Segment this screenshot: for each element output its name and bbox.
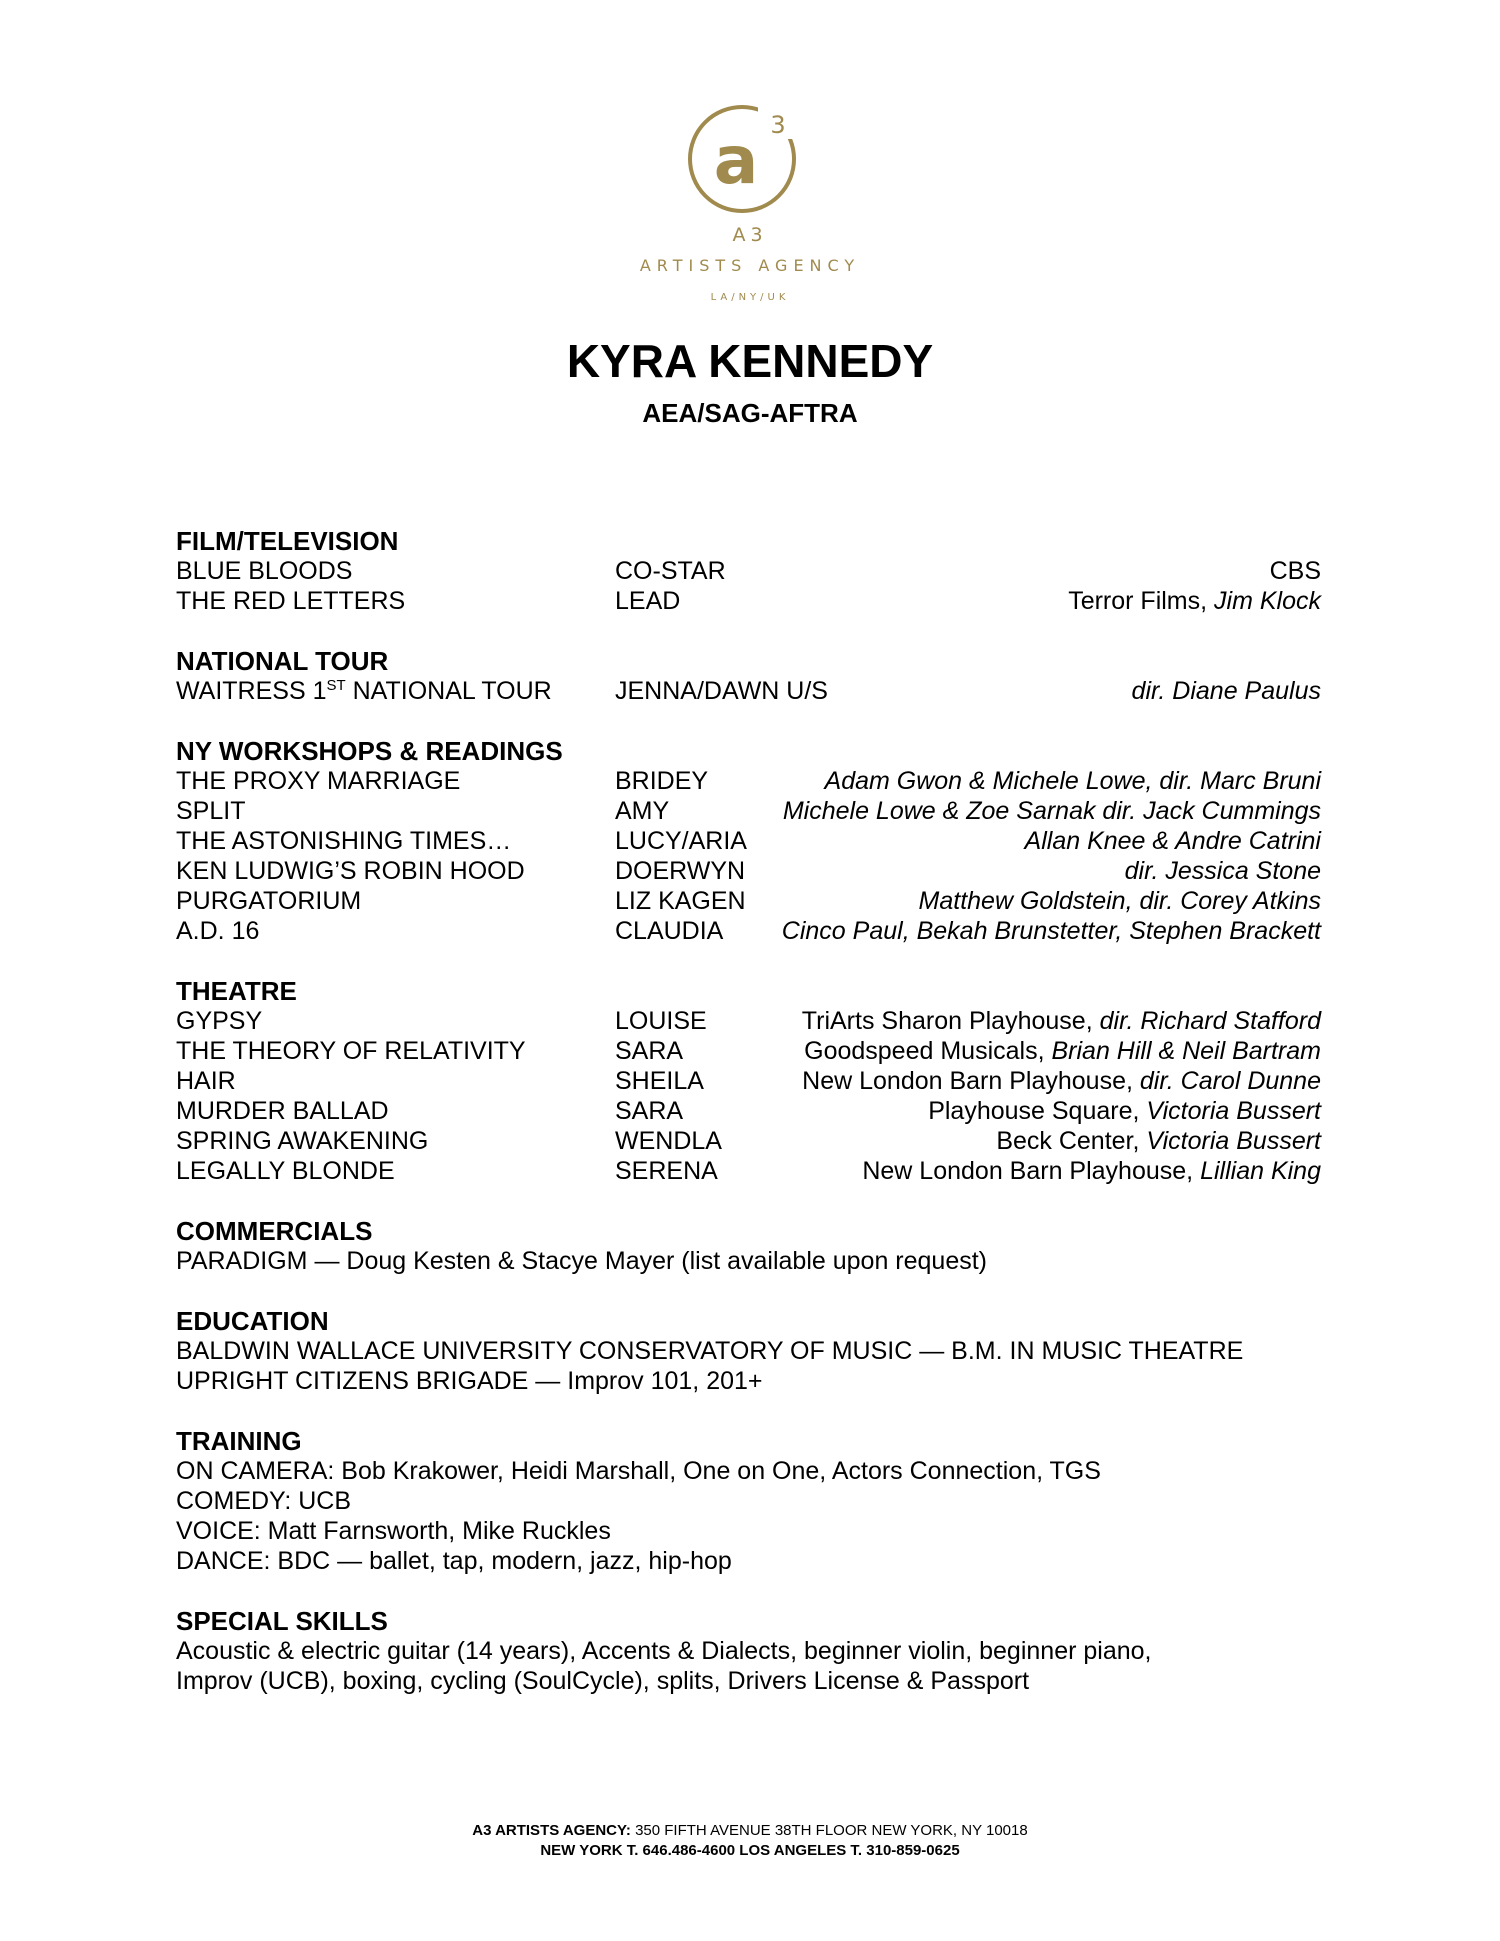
credit-title-text: WAITRESS 1 xyxy=(176,677,327,705)
section-national-tour xyxy=(176,646,1321,706)
credit-role: WENDLA xyxy=(615,1127,722,1155)
credit-row xyxy=(176,1036,1321,1066)
credit-title: HAIR xyxy=(176,1067,236,1095)
credit-row xyxy=(176,826,1321,856)
resume-body xyxy=(176,526,1321,1726)
credit-role: SARA xyxy=(615,1097,684,1125)
footer-address: 350 FIFTH AVENUE 38TH FLOOR NEW YORK, NY 10018 xyxy=(630,1822,1028,1839)
footer-phones-text: NEW YORK T. 646.486-4600 LOS ANGELES T. 310-859-0625 xyxy=(540,1842,960,1859)
credit-row xyxy=(176,1006,1321,1036)
credit-title xyxy=(176,676,552,706)
credit-company-text: TriArts Sharon Playhouse, xyxy=(801,1007,1100,1035)
logo-mark: a xyxy=(713,122,759,199)
credit-row xyxy=(176,586,1321,616)
credit-row xyxy=(176,856,1321,886)
credit-role: JENNA/DAWN U/S xyxy=(615,677,828,705)
credit-company-text: New London Barn Playhouse, xyxy=(802,1067,1140,1095)
credit-title: THE RED LETTERS xyxy=(176,587,406,615)
credit-role: CO-STAR xyxy=(615,557,726,585)
section-special-skills xyxy=(176,1606,1321,1696)
section-heading: EDUCATION xyxy=(176,1306,329,1336)
credit-director: Cinco Paul, Bekah Brunstetter, Stephen Brackett xyxy=(781,917,1321,945)
section-heading: NY WORKSHOPS & READINGS xyxy=(176,736,563,766)
credit-title: SPLIT xyxy=(176,797,246,825)
credit-title: MURDER BALLAD xyxy=(176,1097,389,1125)
ordinal-superscript: ST xyxy=(326,677,346,694)
credit-row xyxy=(176,796,1321,826)
credit-director: Victoria Bussert xyxy=(1146,1097,1321,1125)
section-heading: FILM/TELEVISION xyxy=(176,526,399,556)
credit-row xyxy=(176,1156,1321,1186)
credit-title: A.D. 16 xyxy=(176,917,260,945)
credit-company xyxy=(928,1096,1321,1126)
credit-director: dir. Jessica Stone xyxy=(1124,857,1321,885)
actor-unions: AEA/SAG-AFTRA xyxy=(642,398,858,428)
credit-company xyxy=(802,1066,1321,1096)
credit-director: dir. Richard Stafford xyxy=(1099,1007,1321,1035)
agency-logo xyxy=(686,103,798,215)
credit-role: BRIDEY xyxy=(615,767,709,795)
agency-name: ARTISTS AGENCY xyxy=(639,256,861,275)
credit-director: Brian Hill & Neil Bartram xyxy=(1051,1037,1321,1065)
section-heading: NATIONAL TOUR xyxy=(176,646,389,676)
education-line: UPRIGHT CITIZENS BRIGADE — Improv 101, 201+ xyxy=(176,1367,763,1395)
credit-company xyxy=(1068,586,1321,616)
credit-role: SERENA xyxy=(615,1157,718,1185)
credit-director: Matthew Goldstein, dir. Corey Atkins xyxy=(918,887,1321,915)
skills-line: Improv (UCB), boxing, cycling (SoulCycle), splits, Drivers License & Passport xyxy=(176,1667,1030,1695)
section-commercials xyxy=(176,1216,1321,1276)
credit-title: LEGALLY BLONDE xyxy=(176,1157,395,1185)
credit-director: Michele Lowe & Zoe Sarnak dir. Jack Cummings xyxy=(782,797,1321,825)
agency-locations: LA/NY/UK xyxy=(710,292,790,303)
credit-company-text: CBS xyxy=(1269,557,1321,585)
credit-company xyxy=(996,1126,1321,1156)
section-heading: SPECIAL SKILLS xyxy=(176,1606,388,1636)
credit-company-text: Goodspeed Musicals, xyxy=(804,1037,1052,1065)
credit-role: SHEILA xyxy=(615,1067,704,1095)
credit-title: GYPSY xyxy=(176,1007,263,1035)
section-film-television xyxy=(176,526,1321,616)
credit-director: dir. Carol Dunne xyxy=(1139,1067,1321,1095)
credit-title: KEN LUDWIG’S ROBIN HOOD xyxy=(176,857,525,885)
credit-director: Adam Gwon & Michele Lowe, dir. Marc Bruni xyxy=(824,767,1321,795)
education-line: BALDWIN WALLACE UNIVERSITY CONSERVATORY OF MUSIC — B.M. IN MUSIC THEATRE xyxy=(176,1337,1244,1365)
credit-director: dir. Diane Paulus xyxy=(1131,677,1321,705)
credit-company xyxy=(1270,556,1321,586)
logo-superscript: 3 xyxy=(770,111,786,139)
credit-role: LEAD xyxy=(615,587,681,615)
training-line: DANCE: BDC — ballet, tap, modern, jazz, hip-hop xyxy=(176,1547,732,1575)
section-workshops-readings xyxy=(176,736,1321,946)
training-line: VOICE: Matt Farnsworth, Mike Ruckles xyxy=(176,1517,611,1545)
credit-role: LUCY/ARIA xyxy=(615,827,747,855)
credit-role: LOUISE xyxy=(615,1007,707,1035)
actor-name: KYRA KENNEDY xyxy=(566,335,934,387)
credit-company xyxy=(862,1156,1321,1186)
credit-role: SARA xyxy=(615,1037,684,1065)
credit-title: THE THEORY OF RELATIVITY xyxy=(176,1037,526,1065)
credit-row xyxy=(176,1066,1321,1096)
credit-company xyxy=(1132,676,1321,706)
credit-row xyxy=(176,766,1321,796)
credit-company-text: Terror Films, xyxy=(1068,587,1215,615)
agency-short-name: A3 xyxy=(732,224,768,246)
credit-title-rest: NATIONAL TOUR xyxy=(345,677,552,705)
credit-director: Allan Knee & Andre Catrini xyxy=(1024,827,1321,855)
credit-row xyxy=(176,1126,1321,1156)
credit-company-text: New London Barn Playhouse, xyxy=(862,1157,1201,1185)
section-training xyxy=(176,1426,1321,1576)
credit-row xyxy=(176,916,1321,946)
section-education xyxy=(176,1306,1321,1396)
credit-director: Lillian King xyxy=(1200,1157,1321,1185)
credit-role: LIZ KAGEN xyxy=(615,887,746,915)
credit-role: CLAUDIA xyxy=(615,917,724,945)
credit-row xyxy=(176,1096,1321,1126)
commercials-line: PARADIGM — Doug Kesten & Stacye Mayer (list available upon request) xyxy=(176,1247,987,1275)
credit-director: Victoria Bussert xyxy=(1146,1127,1321,1155)
credit-title: PURGATORIUM xyxy=(176,887,362,915)
section-heading: COMMERCIALS xyxy=(176,1216,373,1246)
agency-footer xyxy=(0,1821,1500,1861)
credit-title: THE ASTONISHING TIMES… xyxy=(176,827,512,855)
section-heading: THEATRE xyxy=(176,976,297,1006)
credit-director: Jim Klock xyxy=(1214,587,1321,615)
credit-title: SPRING AWAKENING xyxy=(176,1127,429,1155)
credit-company xyxy=(802,1006,1321,1036)
credit-row xyxy=(176,676,1321,706)
credit-company-text: Beck Center, xyxy=(996,1127,1147,1155)
footer-phones xyxy=(0,1841,1500,1861)
credit-role: AMY xyxy=(615,797,670,825)
section-heading: TRAINING xyxy=(176,1426,302,1456)
training-line: ON CAMERA: Bob Krakower, Heidi Marshall, One on One, Actors Connection, TGS xyxy=(176,1457,1101,1485)
footer-address-line xyxy=(0,1821,1500,1841)
section-theatre xyxy=(176,976,1321,1186)
credit-row xyxy=(176,556,1321,586)
footer-agency-label: A3 ARTISTS AGENCY: xyxy=(472,1822,631,1839)
credit-row xyxy=(176,886,1321,916)
training-line: COMEDY: UCB xyxy=(176,1487,352,1515)
credit-company-text: Playhouse Square, xyxy=(928,1097,1147,1125)
skills-line: Acoustic & electric guitar (14 years), Accents & Dialects, beginner violin, beginner piano, xyxy=(176,1637,1152,1665)
credit-role: DOERWYN xyxy=(615,857,746,885)
credit-title: BLUE BLOODS xyxy=(176,557,353,585)
credit-company xyxy=(804,1036,1321,1066)
credit-title: THE PROXY MARRIAGE xyxy=(176,767,461,795)
